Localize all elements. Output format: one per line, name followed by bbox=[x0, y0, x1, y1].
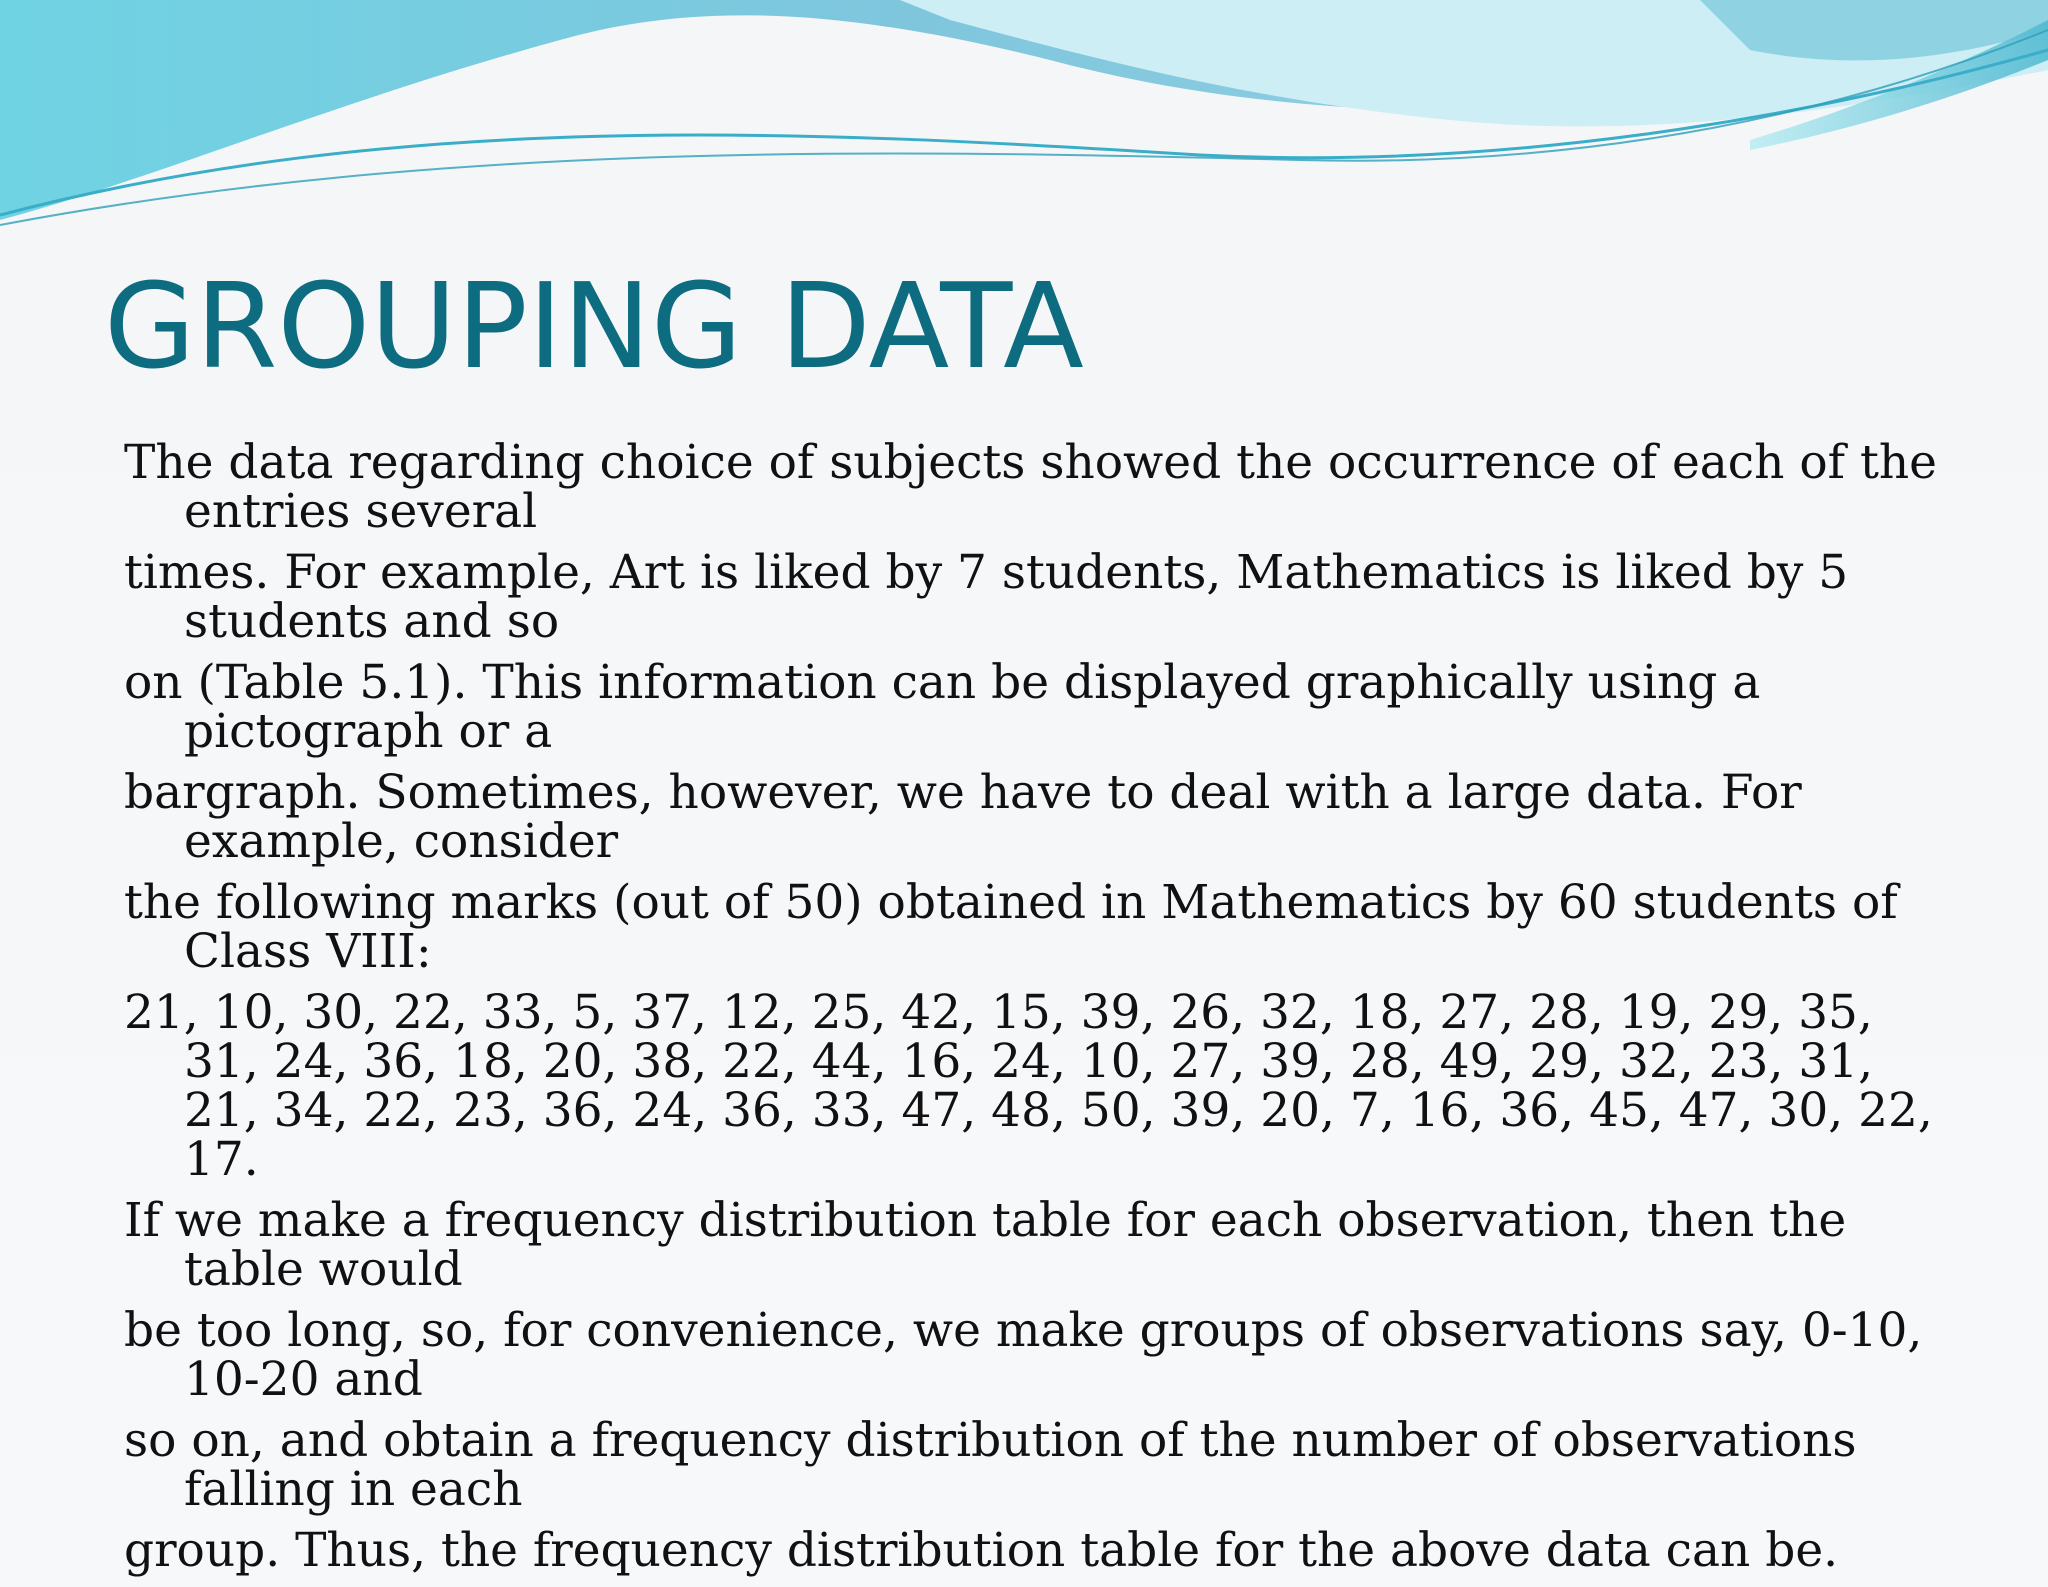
paragraph: on (Table 5.1). This information can be displayed graphically using a pictograph or a bbox=[124, 655, 1761, 759]
paragraph: group. Thus, the frequency distribution table for the above data can be. bbox=[124, 1523, 1839, 1578]
header-wave-decoration bbox=[0, 0, 2048, 240]
paragraph: so on, and obtain a frequency distribution of the number of observations falling in each bbox=[124, 1413, 1857, 1517]
paragraph: times. For example, Art is liked by 7 students, Mathematics is liked by 5 students and so bbox=[124, 545, 1849, 649]
paragraph: bargraph. Sometimes, however, we have to deal with a large data. For example, consider bbox=[124, 765, 1802, 869]
slide-body bbox=[124, 435, 1944, 1587]
slide-title: GROUPING DATA bbox=[104, 257, 1084, 395]
marks-data-list: 21, 10, 30, 22, 33, 5, 37, 12, 25, 42, 15, 39, 26, 32, 18, 27, 28, 19, 29, 35, 31, 24, 36, 18, 20, 38, 22, 44, 16, 24, 10, 27, 39, 28, 49, 29, 32, 23, 31, 21, 34, 22, 23, 36, 24, 36, 33, 47, 48, 50, 39, 20, 7, 16, 36, 45, 47, 30, 22, 17. bbox=[124, 985, 1933, 1187]
paragraph: be too long, so, for convenience, we make groups of observations say, 0-10, 10-20 and bbox=[124, 1303, 1923, 1407]
paragraph: If we make a frequency distribution table for each observation, then the table would bbox=[124, 1193, 1847, 1297]
paragraph: the following marks (out of 50) obtained in Mathematics by 60 students of Class VIII: bbox=[124, 875, 1898, 979]
paragraph: The data regarding choice of subjects showed the occurrence of each of the entries several bbox=[124, 435, 1937, 539]
